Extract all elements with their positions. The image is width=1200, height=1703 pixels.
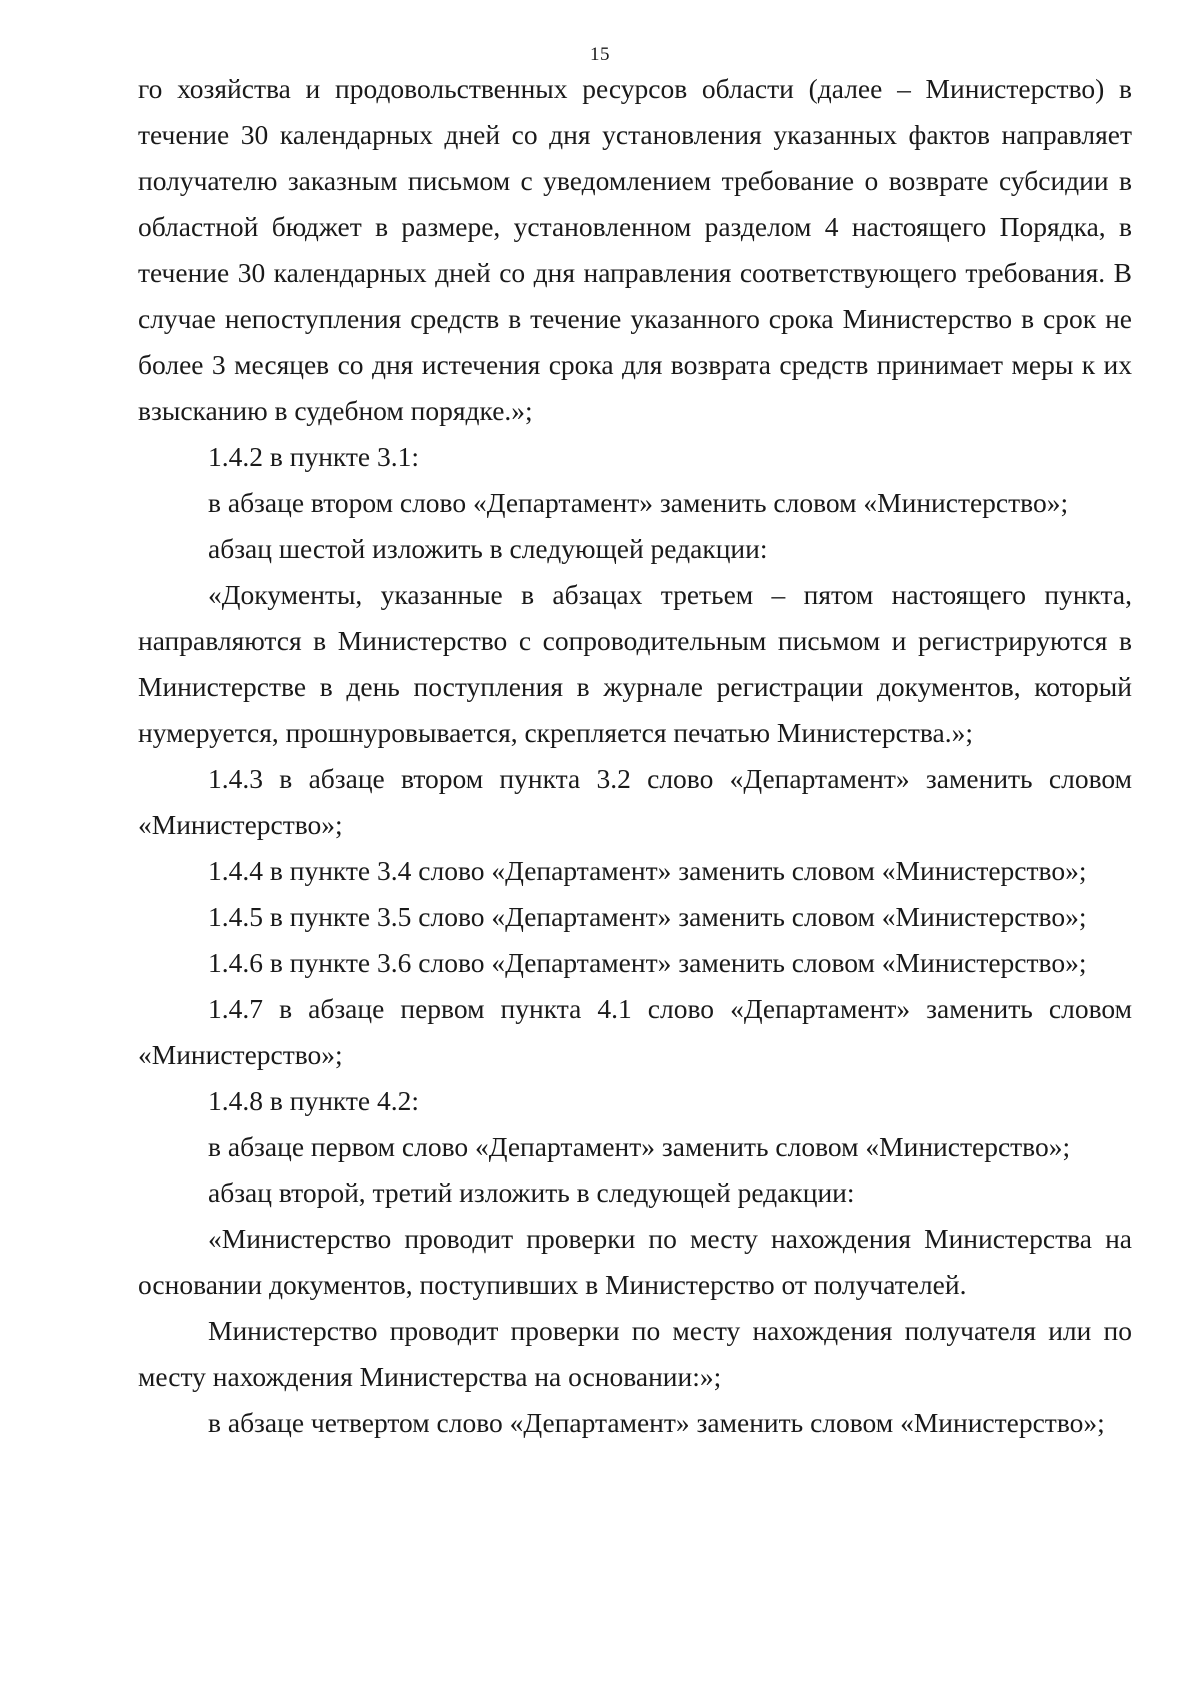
paragraph-item-1-4-7: 1.4.7 в абзаце первом пункта 4.1 слово «Департамент» заменить словом «Министерство»; <box>138 993 1132 1070</box>
paragraph-second-third-abzac-intro: абзац второй, третий изложить в следующей редакции: <box>208 1177 855 1208</box>
page-number: 15 <box>590 44 610 65</box>
paragraph-first-abzac-replace: в абзаце первом слово «Департамент» заменить словом «Министерство»; <box>208 1131 1071 1162</box>
paragraph-item-1-4-8: 1.4.8 в пункте 4.2: <box>208 1085 420 1116</box>
paragraph-ministry-checks-quote: «Министерство проводит проверки по месту нахождения Министерства на основании документов, поступивших в Министерство от получателей. <box>138 1223 1132 1300</box>
paragraph-second-abzac-replace: в абзаце втором слово «Департамент» заменить словом «Министерство»; <box>208 487 1069 518</box>
paragraph-ministry-checks-location: Министерство проводит проверки по месту нахождения получателя или по месту нахождения Министерства на основании:»; <box>138 1315 1132 1392</box>
paragraph-item-1-4-2: 1.4.2 в пункте 3.1: <box>208 441 420 472</box>
paragraph-item-1-4-6: 1.4.6 в пункте 3.6 слово «Департамент» заменить словом «Министерство»; <box>208 947 1087 978</box>
paragraph-item-1-4-5: 1.4.5 в пункте 3.5 слово «Департамент» заменить словом «Министерство»; <box>208 901 1087 932</box>
document-body <box>138 66 1132 1446</box>
paragraph-documents-quote: «Документы, указанные в абзацах третьем – пятом настоящего пункта, направляются в Министерство с сопроводительным письмом и регистрируются в Министерстве в день поступления в журнале регистрации документов, который нумеруется, прошнуровывается, скрепляется печатью Министерства.»; <box>138 579 1132 748</box>
paragraph-item-1-4-4: 1.4.4 в пункте 3.4 слово «Департамент» заменить словом «Министерство»; <box>208 855 1087 886</box>
paragraph-continuation: го хозяйства и продовольственных ресурсов области (далее – Министерство) в течение 30 календарных дней со дня установления указанных фактов направляет получателю заказным письмом с уведомлением требование о возврате субсидии в областной бюджет в размере, установленном разделом 4 настоящего Порядка, в течение 30 календарных дней со дня направления соответствующего требования. В случае непоступления средств в течение указанного срока Министерство в срок не более 3 месяцев со дня истечения срока для возврата средств принимает меры к их взысканию в судебном порядке.»; <box>138 73 1132 426</box>
paragraph-item-1-4-3: 1.4.3 в абзаце втором пункта 3.2 слово «Департамент» заменить словом «Министерство»; <box>138 763 1132 840</box>
paragraph-fourth-abzac-replace: в абзаце четвертом слово «Департамент» заменить словом «Министерство»; <box>208 1407 1105 1438</box>
paragraph-sixth-abzac-intro: абзац шестой изложить в следующей редакции: <box>208 533 768 564</box>
